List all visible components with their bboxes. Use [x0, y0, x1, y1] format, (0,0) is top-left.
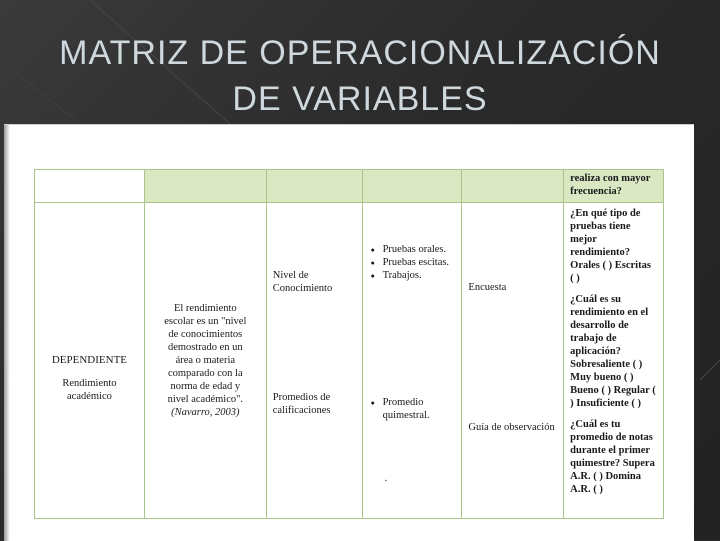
- list-item: ● Pruebas orales.: [383, 243, 456, 256]
- variable-type: DEPENDIENTE: [51, 354, 128, 366]
- slide-title: [0, 30, 720, 122]
- slide-title-line-2: DE VARIABLES: [232, 80, 488, 118]
- table-cell-question: realiza con mayor frecuencia?: [564, 170, 664, 203]
- question-2: ¿Cuál es su rendimiento en el desarrollo de trabajo de aplicación? Sobresaliente ( ) Muy bueno ( ) Bueno ( ) Regular ( ) Insuficiente ( ): [570, 294, 656, 409]
- table-cell: [266, 170, 362, 203]
- indicator-list-1: [369, 243, 456, 282]
- operationalization-table: [34, 169, 664, 519]
- slide-title-line-1: MATRIZ DE OPERACIONALIZACIÓN: [59, 34, 661, 72]
- page-shadow: [4, 125, 10, 541]
- list-item: ● Promedio quimestral.: [383, 396, 456, 422]
- instrument-1: Encuesta: [468, 282, 507, 293]
- question-1: ¿En qué tipo de pruebas tiene mejor rendimiento? Orales ( ) Escritas ( ): [570, 208, 651, 284]
- table-cell: [35, 170, 145, 203]
- definition-text: El rendimiento escolar es un "nivel de conocimientos demostrado en un área o materia comparado con la norma de edad y nivel académico".: [164, 303, 247, 405]
- questions-cell: [564, 203, 664, 519]
- instruments-cell: [462, 203, 564, 519]
- indicator-dot: .: [384, 473, 388, 484]
- list-item: ● Pruebas escitas.: [383, 256, 456, 269]
- dimension-1: Nivel de Conocimiento: [272, 270, 333, 294]
- indicator-list-2: [369, 396, 456, 422]
- list-item: ● Trabajos.: [383, 269, 456, 282]
- table-row: [35, 170, 664, 203]
- definition-cell: [144, 203, 266, 519]
- table-cell: [462, 170, 564, 203]
- variable-cell: [35, 203, 145, 519]
- table-cell: [362, 170, 462, 203]
- dimension-2: Promedios de calificaciones: [272, 392, 331, 416]
- document-page: [4, 124, 694, 541]
- question-3: ¿Cuál es tu promedio de notas durante el primer quimestre? Supera A.R. ( ) Domina A.R. ( ): [570, 419, 655, 495]
- instrument-2: Guía de observación: [468, 422, 555, 433]
- variable-name: Rendimiento académico: [62, 378, 117, 402]
- definition-citation: (Navarro, 2003): [171, 407, 240, 418]
- indicators-cell: [362, 203, 462, 519]
- table-row: [35, 203, 664, 519]
- dimensions-cell: [266, 203, 362, 519]
- table-cell: [144, 170, 266, 203]
